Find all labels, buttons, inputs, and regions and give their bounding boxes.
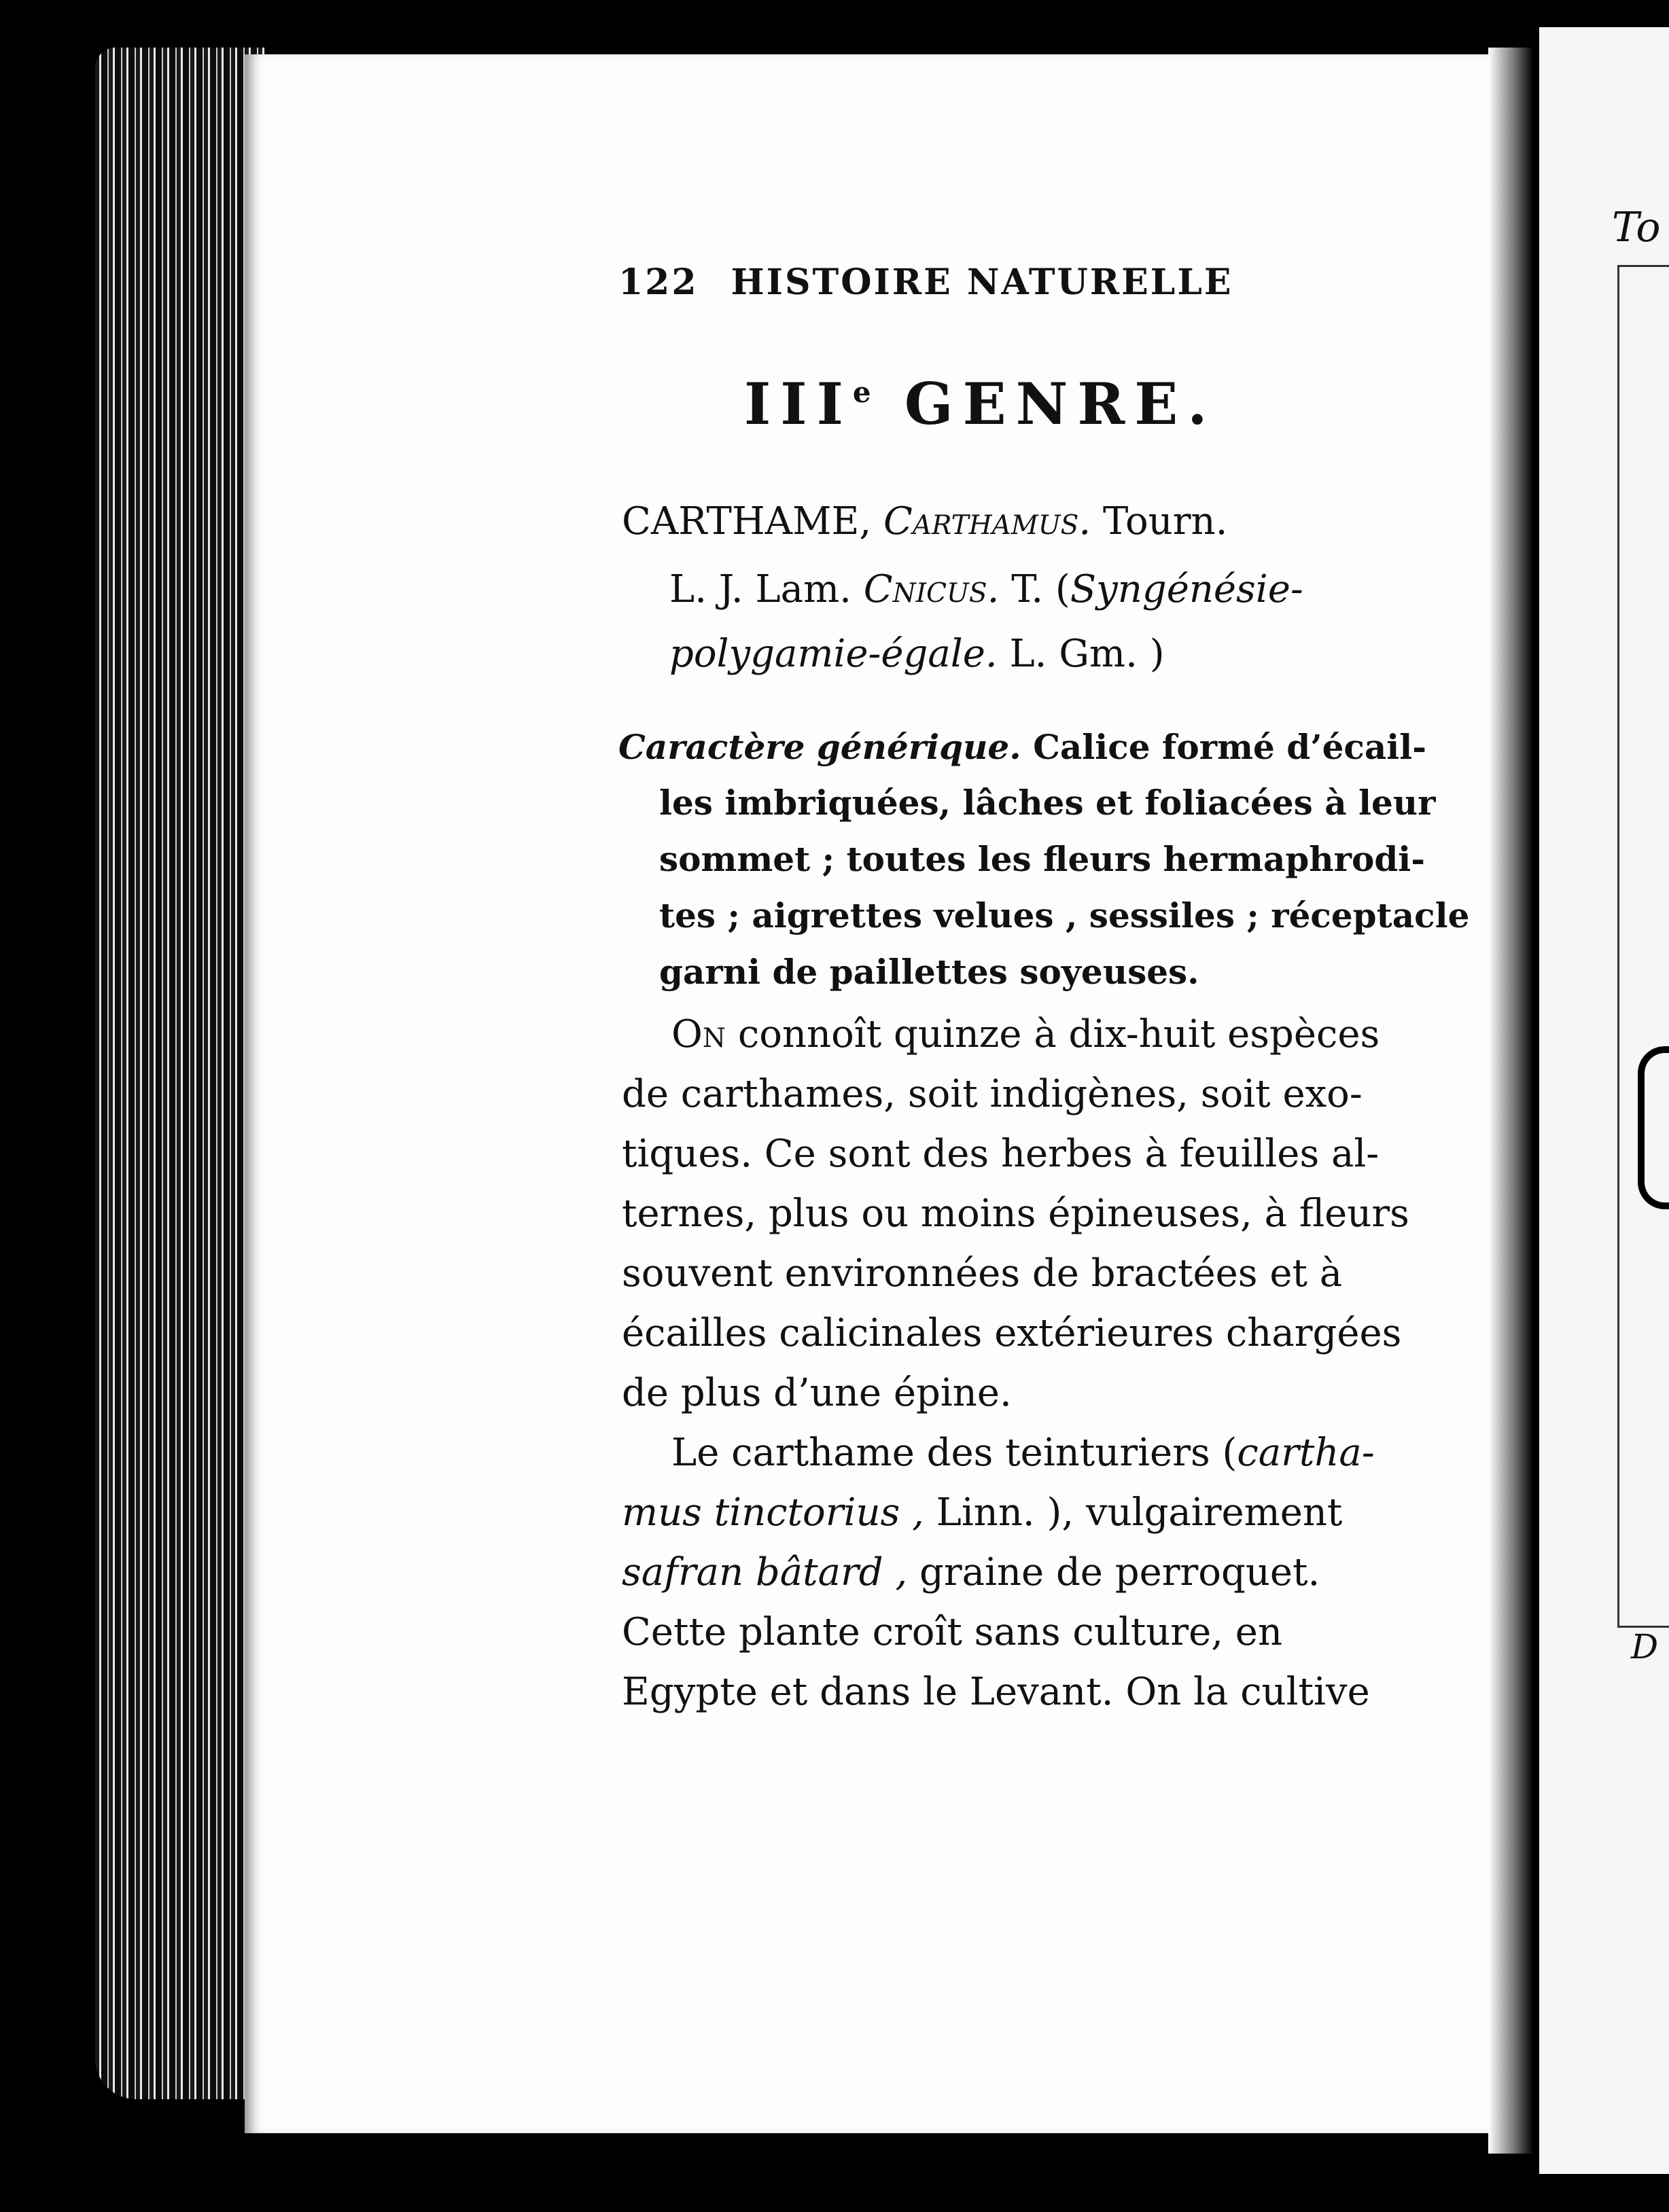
- para2-italic-3: safran bâtard ,: [622, 1550, 908, 1594]
- character-line-5: garni de paillettes soyeuses.: [659, 952, 1199, 992]
- facing-page-plate-frame: [1617, 265, 1669, 1628]
- body-line-10: [622, 1550, 1320, 1594]
- facing-page-footer-fragment: D: [1631, 1627, 1659, 1666]
- character-line-2: les imbriquées, lâches et foliacées à leur: [659, 783, 1436, 823]
- character-text: Calice formé d’écail-: [1033, 727, 1427, 767]
- body-line-6: écailles calicinales extérieures chargées: [622, 1311, 1402, 1355]
- body-line-2: de carthames, soit indigènes, soit exo-: [622, 1072, 1363, 1116]
- entry-authors: L. J. Lam.: [669, 567, 851, 611]
- character-line-3: sommet ; toutes les fleurs hermaphrodi-: [659, 839, 1426, 879]
- character-line-1: [618, 727, 1426, 767]
- genus-name: CARTHAME,: [622, 499, 872, 543]
- character-line-4: tes ; aigrettes velues , sessiles ; réceptacle: [659, 895, 1470, 935]
- body-line-3: tiques. Ce sont des herbes à feuilles al-: [622, 1132, 1380, 1176]
- synonym: Cnicus.: [863, 567, 1000, 611]
- drop-word: On: [671, 1012, 726, 1056]
- synonym-abbrev: T. (: [1011, 567, 1070, 611]
- facing-page-header-fragment: To: [1612, 204, 1661, 251]
- para2-text-2: Linn. ), vulgairement: [936, 1491, 1343, 1535]
- para2-italic-2: mus tinctorius ,: [622, 1491, 924, 1535]
- running-title: HISTOIRE NATURELLE: [731, 262, 1233, 303]
- body-line-4: ternes, plus ou moins épineuses, à fleurs: [622, 1192, 1409, 1236]
- genus-author: Tourn.: [1102, 499, 1228, 543]
- body-line-12: Egypte et dans le Levant. On la cultive: [622, 1670, 1370, 1714]
- body-line-11: Cette plante croît sans culture, en: [622, 1610, 1283, 1654]
- genre-word: GENRE.: [904, 370, 1217, 438]
- body-line-1-text: connoît quinze à dix-huit espèces: [737, 1012, 1380, 1056]
- entry-line-2: [669, 567, 1303, 611]
- linnaean-class: Syngénésie-: [1070, 567, 1303, 611]
- para2-text-1: Le carthame des teinturiers (: [671, 1431, 1237, 1475]
- para2-italic-1: cartha-: [1237, 1431, 1375, 1475]
- body-line-7: de plus d’une épine.: [622, 1371, 1012, 1415]
- genus-latin: Carthamus.: [883, 499, 1091, 543]
- entry-line-1: [622, 499, 1227, 543]
- page-number: 122: [618, 262, 699, 303]
- body-line-8: [671, 1431, 1375, 1475]
- linnaean-order: polygamie-égale.: [669, 632, 998, 676]
- body-line-1: [671, 1012, 1380, 1056]
- order-refs: L. Gm. ): [1009, 632, 1165, 676]
- character-label: Caractère générique.: [618, 727, 1021, 767]
- genre-numeral: III: [744, 370, 853, 438]
- entry-line-3: [669, 632, 1165, 676]
- para2-text-3: graine de perroquet.: [919, 1550, 1320, 1594]
- body-line-5: souvent environnées de bractées et à: [622, 1251, 1343, 1296]
- book-page-edges: [95, 48, 265, 2099]
- genre-superscript: e: [852, 376, 871, 409]
- genre-heading: [744, 370, 1217, 438]
- body-line-9: [622, 1491, 1342, 1535]
- running-head: [618, 262, 1233, 303]
- facing-page-ornament: [1638, 1046, 1669, 1209]
